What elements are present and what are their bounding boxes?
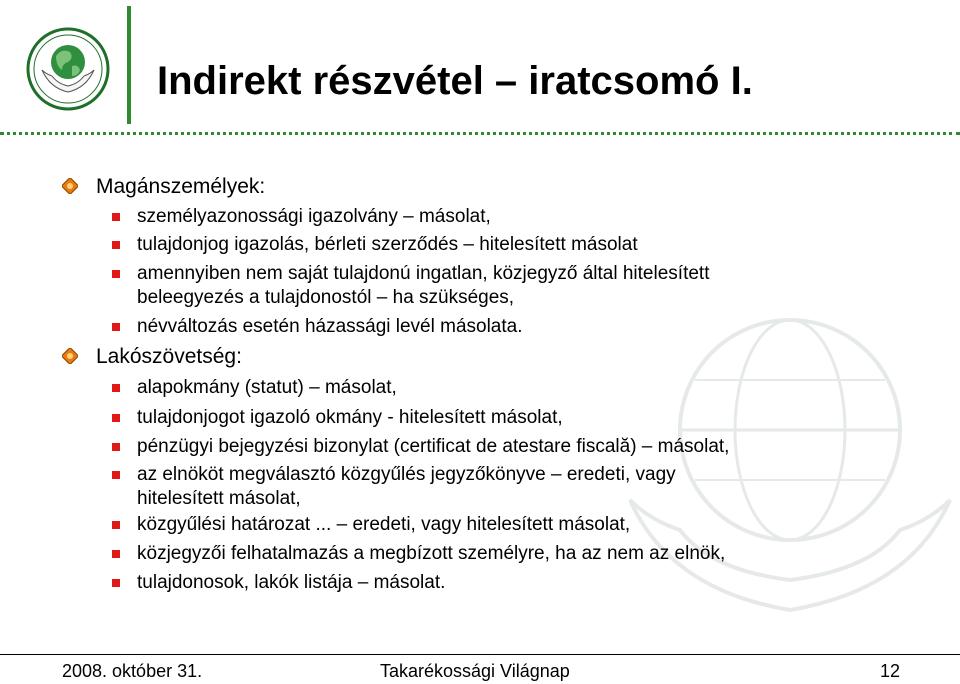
item-bullet-icon	[112, 384, 120, 392]
item-bullet-icon	[112, 521, 120, 529]
section-bullet-icon	[62, 348, 78, 364]
list-item: pénzügyi bejegyzési bizonylat (certificat de atestare fiscală) – másolat,	[137, 436, 730, 457]
list-item: személyazonossági igazolvány – másolat,	[137, 206, 491, 227]
header-accent-bar	[127, 6, 131, 124]
section-bullet-icon	[62, 178, 78, 194]
footer-date: 2008. október 31.	[62, 661, 203, 681]
page-number: 12	[880, 661, 901, 681]
item-bullet-icon	[112, 323, 120, 331]
section-heading: Lakószövetség:	[96, 345, 242, 368]
page-title: Indirekt részvétel – iratcsomó I.	[157, 59, 753, 103]
section-heading: Magánszemélyek:	[96, 175, 266, 198]
item-bullet-icon	[112, 579, 120, 587]
globe-hands-logo	[20, 26, 116, 112]
list-item: közgyűlési határozat ... – eredeti, vagy hitelesített másolat,	[137, 514, 631, 535]
header-divider	[0, 132, 960, 135]
item-bullet-icon	[112, 471, 120, 479]
list-item-continuation: beleegyezés a tulajdonostól – ha szükséges,	[137, 287, 515, 308]
item-bullet-icon	[112, 241, 120, 249]
list-item: alapokmány (statut) – másolat,	[137, 377, 397, 398]
footer-event: Takarékossági Világnap	[380, 661, 570, 681]
list-item-continuation: hitelesített másolat,	[137, 488, 301, 509]
list-item: az elnököt megválasztó közgyűlés jegyzőkönyve – eredeti, vagy	[137, 464, 676, 485]
list-item: tulajdonjog igazolás, bérleti szerződés – hitelesített másolat	[137, 234, 638, 255]
list-item: tulajdonjogot igazoló okmány - hitelesített másolat,	[137, 407, 563, 428]
item-bullet-icon	[112, 550, 120, 558]
list-item: névváltozás esetén házassági levél másolata.	[137, 316, 523, 337]
footer-divider	[0, 654, 960, 655]
item-bullet-icon	[112, 270, 120, 278]
list-item: közjegyzői felhatalmazás a megbízott személyre, ha az nem az elnök,	[137, 543, 726, 564]
item-bullet-icon	[112, 213, 120, 221]
item-bullet-icon	[112, 414, 120, 422]
list-item: amennyiben nem saját tulajdonú ingatlan, közjegyző által hitelesített	[137, 263, 710, 284]
item-bullet-icon	[112, 443, 120, 451]
list-item: tulajdonosok, lakók listája – másolat.	[137, 572, 446, 593]
